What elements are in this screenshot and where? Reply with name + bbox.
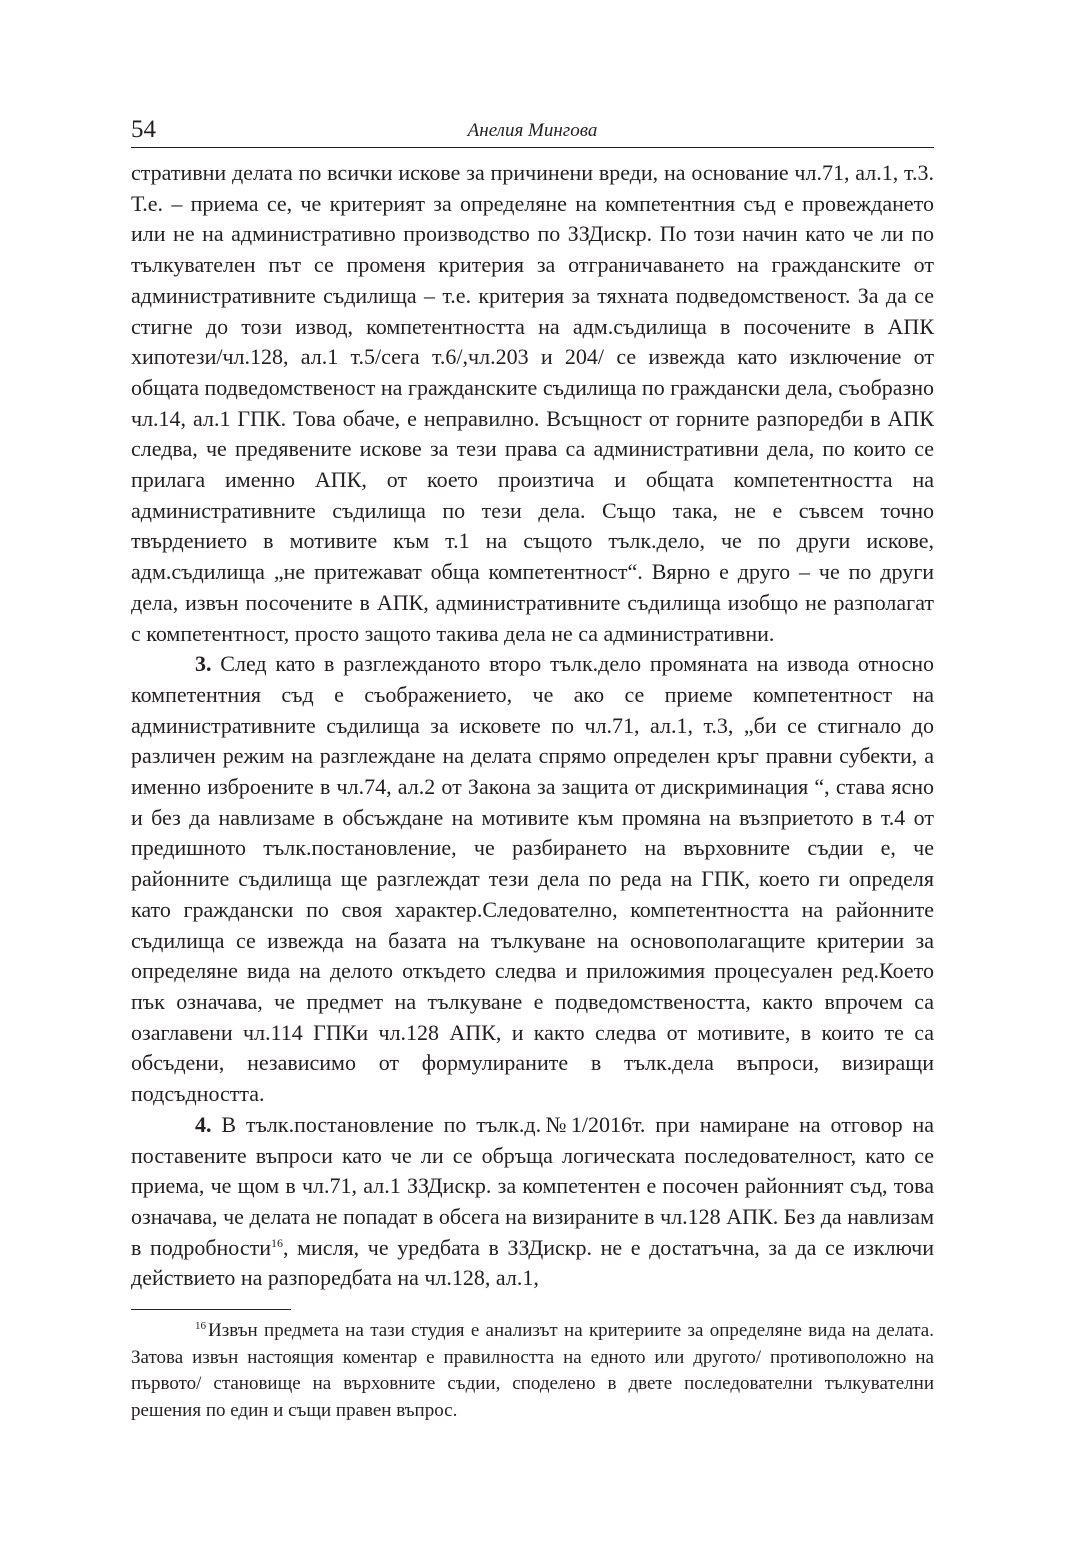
footnote-divider <box>131 1309 291 1310</box>
running-head-author: Анелия Мингова <box>467 120 598 141</box>
section-4-text-before-ref: В тълк.постановление по тълк.д.№1/2016т. при намиране на отговор на поставените въпроси като че ли се обръща логическата последователност, като се приема, че щом в чл.71, ал.1 ЗЗДискр. за компетентен е посочен районният съд, това означава, че делата не попадат в обсега на визираните в чл.128 АПК. Без да навлизам в подробности <box>131 1111 934 1260</box>
footnote-reference-16[interactable]: 16 <box>271 1235 283 1250</box>
section-number-3: 3. <box>195 651 212 677</box>
paragraph-section-4 <box>131 1110 934 1294</box>
section-number-4: 4. <box>195 1111 212 1137</box>
paragraph-continuation: стративни делата по всички искове за причинени вреди, на основание чл.71, ал.1, т.3. Т.е. – приема се, че критерият за определяне на компетентния съд е провеждането или не на административно производство по ЗЗДискр. По този начин като че ли по тълкувателен път се променя критерия за отграничаването на гражданските от административните съдилища – т.е. критерия за тяхната подведомственост. За да се стигне до този извод, компетентността на адм.съдилища в посочените в АПК хипотези/чл.128, ал.1 т.5/сега т.6/,чл.203 и 204/ се извежда като изключение от общата подведомственост на гражданските съдилища по граждански дела, съобразно чл.14, ал.1 ГПК. Това обаче, е неправилно. Всъщност от горните разпоредби в АПК следва, че предявените искове за тези права са административни дела, по които се прилага именно АПК, от което произтича и общата компетентността на административните съдилища по тези дела. Също така, не е съвсем точно твърдението в мотивите към т.1 на същото тълк.дело, че по други искове, адм.съдилища „не притежават обща компетентност“. Вярно е друго – че по други дела, извън посочените в АПК, административните съдилища изобщо не разполагат с компетентност, просто защото такива дела не са административни. <box>131 160 934 646</box>
footnote-number: 16 <box>195 1320 206 1332</box>
section-4-text-after-ref: , мисля, че уредбата в ЗЗДискр. не е достатъчна, за да се изключи действието на разпоредбата на чл.128, ал.1, <box>131 1234 934 1291</box>
footnote-text: Извън предмета на тази студия е анализът на критериите за определяне вида на делата. Затова извън настоящия коментар е правилността на едното или другото/ противоположно на първото/ становище на върховните съдии, споделено в двете последователни тълкувателни решения по един и същи правен въпрос. <box>131 1320 934 1421</box>
page-number: 54 <box>131 116 156 143</box>
page-header <box>131 113 934 148</box>
paragraph-section-3 <box>131 649 934 1110</box>
body-text <box>131 158 934 1294</box>
footnote-16 <box>131 1318 934 1424</box>
footnotes <box>131 1318 934 1424</box>
section-3-text: След като в разглежданото второ тълк.дело промяната на извода относно компетентния съд е съображението, че ако се приеме компетентност на административните съдилища за исковете по чл.71, ал.1, т.3, „би се стигнало до различен режим на разглеждане на делата спрямо определен кръг правни субекти, а именно изброените в чл.74, ал.2 от Закона за защита от дискриминация “, става ясно и без да навлизаме в обсъждане на мотивите към промяна на възприетото в т.4 от предишното тълк.постановление, че разбирането на върховните съдии е, че районните съдилища ще разглеждат тези дела по реда на ГПК, което ги определя като граждански по своя характер.Следователно, компетентността на районните съдилища се извежда на базата на тълкуване на основополагащите критерии за определяне вида на делото откъдето следва и приложимия процесуален ред.Което пък означава, че предмет на тълкуване е подведомствеността, както впрочем са озаглавени чл.114 ГПКи чл.128 АПК, и както следва от мотивите, в които те са обсъдени, независимо от формулираните в тълк.дела въпроси, визиращи подсъдността. <box>131 651 935 1107</box>
